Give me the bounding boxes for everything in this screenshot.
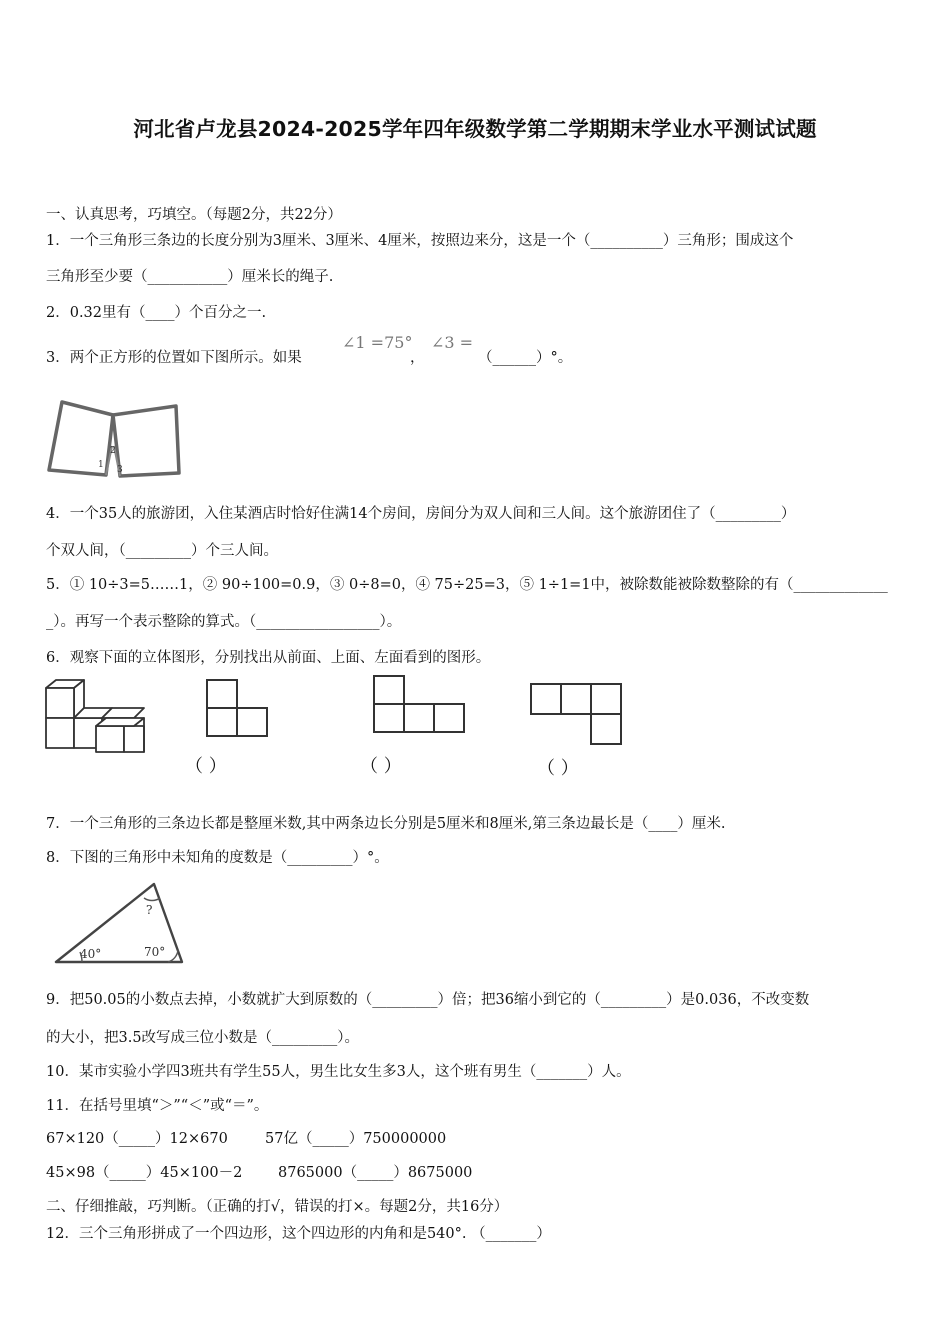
- question-9-line-1: 9．把50.05的小数点去掉，小数就扩大到原数的（_________）倍；把36缩小到它的（_________）是0.036，不改变数: [46, 992, 810, 1008]
- figure-label-2: 2: [110, 446, 116, 456]
- question-7: 7．一个三角形的三条边长都是整厘米数,其中两条边长分别是5厘米和8厘米,第三条边最长是（____）厘米.: [46, 816, 726, 832]
- figure-label-3: 3: [117, 465, 123, 475]
- question-3-blank: （______）°。: [478, 350, 573, 366]
- section-heading-1: 一、认真思考，巧填空。（每题2分，共22分）: [46, 207, 342, 223]
- cube-stack-figure: [44, 678, 149, 753]
- answer-paren-c: （ ）: [537, 758, 579, 779]
- question-3-text: 3．两个正方形的位置如下图所示。如果: [46, 350, 302, 366]
- comma: ，: [410, 350, 425, 366]
- question-4-line-1: 4．一个35人的旅游团，入住某酒店时恰好住满14个房间，房间分为双人间和三人间。这个旅游团住了（_________）: [46, 506, 796, 522]
- question-6: 6．观察下面的立体图形，分别找出从前面、上面、左面看到的图形。: [46, 650, 491, 666]
- angle-40-label: 40°: [80, 947, 102, 961]
- question-10: 10．某市实验小学四3班共有学生55人，男生比女生多3人，这个班有男生（_______）人。: [46, 1064, 631, 1080]
- view-shape-b: [372, 674, 466, 734]
- question-11-row1-b: 57亿（_____）750000000: [265, 1131, 447, 1147]
- section-heading-2: 二、仔细推敲，巧判断。（正确的打√，错误的打×。每题2分，共16分）: [46, 1199, 509, 1215]
- question-11-row2-b: 8765000（_____）8675000: [278, 1165, 473, 1181]
- unknown-angle-label: ?: [146, 903, 153, 917]
- question-9-line-2: 的大小，把3.5改写成三位小数是（_________）。: [46, 1030, 360, 1046]
- question-1-line-1: 1．一个三角形三条边的长度分别为3厘米、3厘米、4厘米，按照边来分，这是一个（__________）三角形；围成这个: [46, 233, 794, 249]
- question-1-line-2: 三角形至少要（___________）厘米长的绳子.: [46, 269, 334, 285]
- answer-paren-a: （ ）: [185, 756, 227, 777]
- question-2: 2．0.32里有（____）个百分之一.: [46, 305, 267, 321]
- page-title: 河北省卢龙县2024-2025学年四年级数学第二学期期末学业水平测试试题: [133, 117, 817, 141]
- view-shape-c: [529, 682, 623, 746]
- question-11: 11．在括号里填“＞”“＜”或“＝”。: [46, 1098, 269, 1114]
- triangle-figure: [52, 880, 187, 966]
- two-squares-figure: [44, 398, 184, 478]
- question-5-line-1: 5．① 10÷3=5……1，② 90÷100=0.9，③ 0÷8=0，④ 75÷25=3，⑤ 1÷1=1中，被除数能被除数整除的有（_____________: [46, 577, 888, 593]
- angle-3-formula: ∠3 =: [431, 333, 474, 352]
- angle-70-label: 70°: [144, 945, 166, 959]
- angle-1-formula: ∠1 =75°: [342, 333, 413, 352]
- answer-paren-b: （ ）: [360, 756, 402, 777]
- question-12: 12．三个三角形拼成了一个四边形，这个四边形的内角和是540°. （_______）: [46, 1226, 551, 1242]
- question-11-row2-a: 45×98（_____）45×100－2: [46, 1165, 243, 1181]
- question-5-line-2: _）。再写一个表示整除的算式。（_________________）。: [46, 614, 402, 630]
- question-4-line-2: 个双人间，（_________）个三人间。: [46, 543, 278, 559]
- figure-label-1: 1: [98, 460, 104, 470]
- view-shape-a: [205, 678, 269, 738]
- question-11-row1-a: 67×120（_____）12×670: [46, 1131, 228, 1147]
- question-8: 8．下图的三角形中未知角的度数是（_________）°。: [46, 850, 389, 866]
